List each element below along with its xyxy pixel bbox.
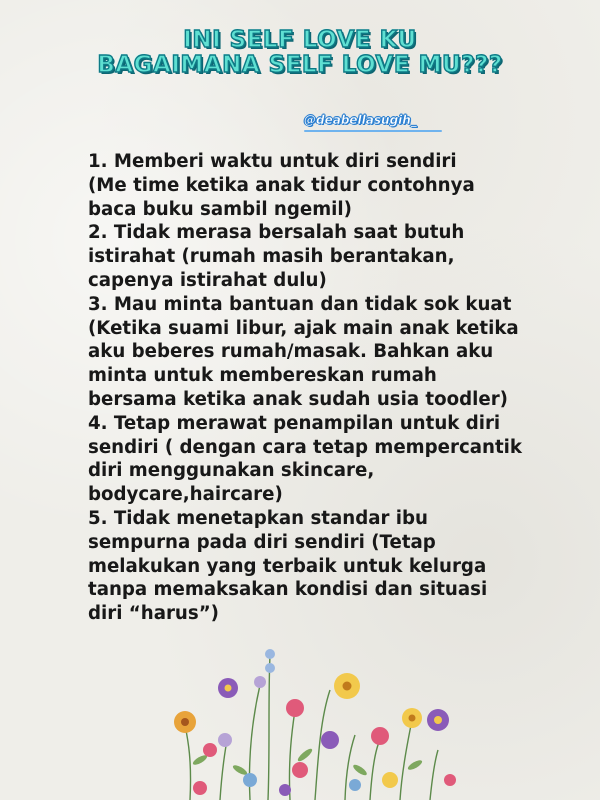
self-love-list: 1. Memberi waktu untuk diri sendiri (Me time ketika anak tidur contohnya baca buku sambil ngemil) 2. Tidak merasa bersalah saat butuh istirahat (rumah masih berantakan, capenya istirahat dulu) 3. Mau minta bantuan dan tidak sok kuat (Ketika suami libur, ajak main anak ketika aku beberes rumah/masak. Bahkan aku minta untuk membereskan rumah bersama ketika anak sudah usia toodler) 4. Tetap merawat penampilan untuk diri sendiri ( dengan cara tetap mempercantik diri menggunakan skincare, bodycare,haircare) 5. Tidak menetapkan standar ibu sempurna pada diri sendiri (Tetap melakukan yang terbaik untuk kelurga tanpa memaksakan kondisi dan situasi diri “harus”)	[88, 151, 522, 625]
page-title	[0, 28, 600, 78]
wildflower-bouquet-icon	[150, 640, 480, 800]
handle-underline	[304, 130, 442, 132]
title-line-2: BAGAIMANA SELF LOVE MU???	[97, 52, 503, 78]
author-handle: @deabellasugih_	[304, 113, 417, 127]
title-line-1: INI SELF LOVE KU	[183, 27, 417, 53]
